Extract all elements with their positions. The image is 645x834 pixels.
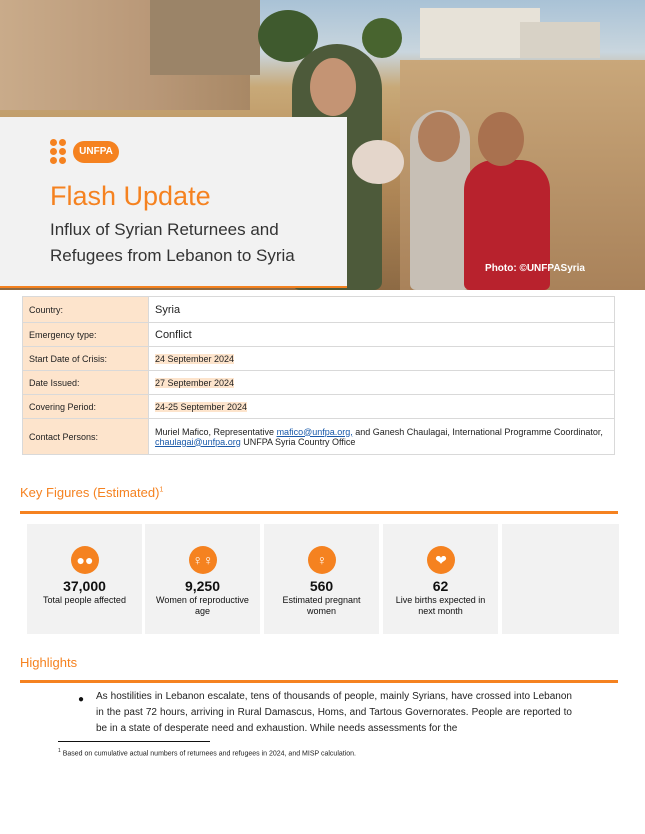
info-row-country: [23, 297, 615, 323]
key-figures-title: Key Figures (Estimated)$^1$: [20, 485, 164, 500]
people-icon: ●●: [71, 546, 99, 574]
date-issued-value: 27 September 2024: [155, 377, 235, 388]
key-figure-value: 37,000: [63, 578, 106, 594]
key-figure-label: Live births expected in next month: [395, 595, 486, 616]
country-label: Country:: [23, 297, 149, 323]
start-date-label: Start Date of Crisis:: [23, 347, 149, 371]
key-figure-label: Total people affected: [43, 595, 126, 605]
unfpa-logo: [50, 135, 130, 169]
email-link-mafico[interactable]: mafico@unfpa.org,: [276, 426, 353, 437]
footnote-ref[interactable]: 1: [159, 486, 164, 494]
email-link-chaulagai[interactable]: chaulagai@unfpa.org: [155, 436, 241, 447]
key-figure-card: [264, 524, 379, 634]
covering-period-label: Covering Period:: [23, 395, 149, 419]
bullet-icon: ●: [78, 694, 85, 705]
covering-period-value: 24-25 September 2024: [155, 401, 248, 412]
women-icon: ♀♀: [189, 546, 217, 574]
info-row-start: [23, 347, 615, 371]
pregnant-woman-icon: ♀: [308, 546, 336, 574]
highlights-divider: [20, 680, 618, 683]
key-figure-label: Estimated pregnant women: [282, 595, 361, 616]
emergency-value: Conflict: [149, 323, 615, 347]
info-row-period: [23, 395, 615, 419]
page-title: Flash Update: [50, 181, 211, 211]
contact-persons-label: Contact Persons:: [23, 419, 149, 455]
title-divider: [0, 286, 347, 288]
key-figure-label: Women of reproductive age: [156, 595, 249, 616]
start-date-value: 24 September 2024: [155, 353, 235, 364]
key-figure-value: 560: [309, 578, 334, 594]
heart-plus-icon: ❤: [427, 546, 455, 574]
key-figure-card-empty: [502, 524, 619, 634]
footnote-divider: [58, 741, 210, 742]
info-table: [22, 296, 615, 455]
footnote: $^1$ Based on cumulative actual numbers of returnees and refugees in 2024, and MISP calculation.: [58, 748, 356, 758]
key-figure-card: [27, 524, 142, 634]
photo-credit: Photo: ©UNFPASyria: [485, 263, 585, 274]
key-figure-value: 9,250: [184, 578, 221, 594]
country-value: Syria: [149, 297, 615, 323]
key-figures-panel: [27, 524, 619, 634]
highlights-title: Highlights: [20, 655, 78, 670]
key-figure-card: [383, 524, 498, 634]
info-row-issued: [23, 371, 615, 395]
contact-persons-value: Muriel Mafico, Representative mafico@unfpa.org, and Ganesh Chaulagai, International Programme Coordinator, chaulagai@unfpa.org UNFPA Syria Country Office: [149, 419, 615, 455]
page-subtitle: Influx of Syrian Returnees and Refugees from Lebanon to Syria: [50, 220, 295, 265]
key-figure-value: 62: [432, 578, 449, 594]
logo-text: UNFPA: [73, 141, 119, 163]
emergency-label: Emergency type:: [23, 323, 149, 347]
info-row-emergency: [23, 323, 615, 347]
info-row-contacts: [23, 419, 615, 455]
highlight-paragraph: As hostilities in Lebanon escalate, tens of thousands of people, mainly Syrians, have crossed into Lebanon in the past 72 hours, arriving in Rural Damascus, Homs, and Tartous Governorates. People are reported to be in a state of desperate need and exhaustion. While needs assessments for the: [96, 691, 572, 734]
date-issued-label: Date Issued:: [23, 371, 149, 395]
key-figures-divider: [20, 511, 618, 514]
key-figure-card: [145, 524, 260, 634]
